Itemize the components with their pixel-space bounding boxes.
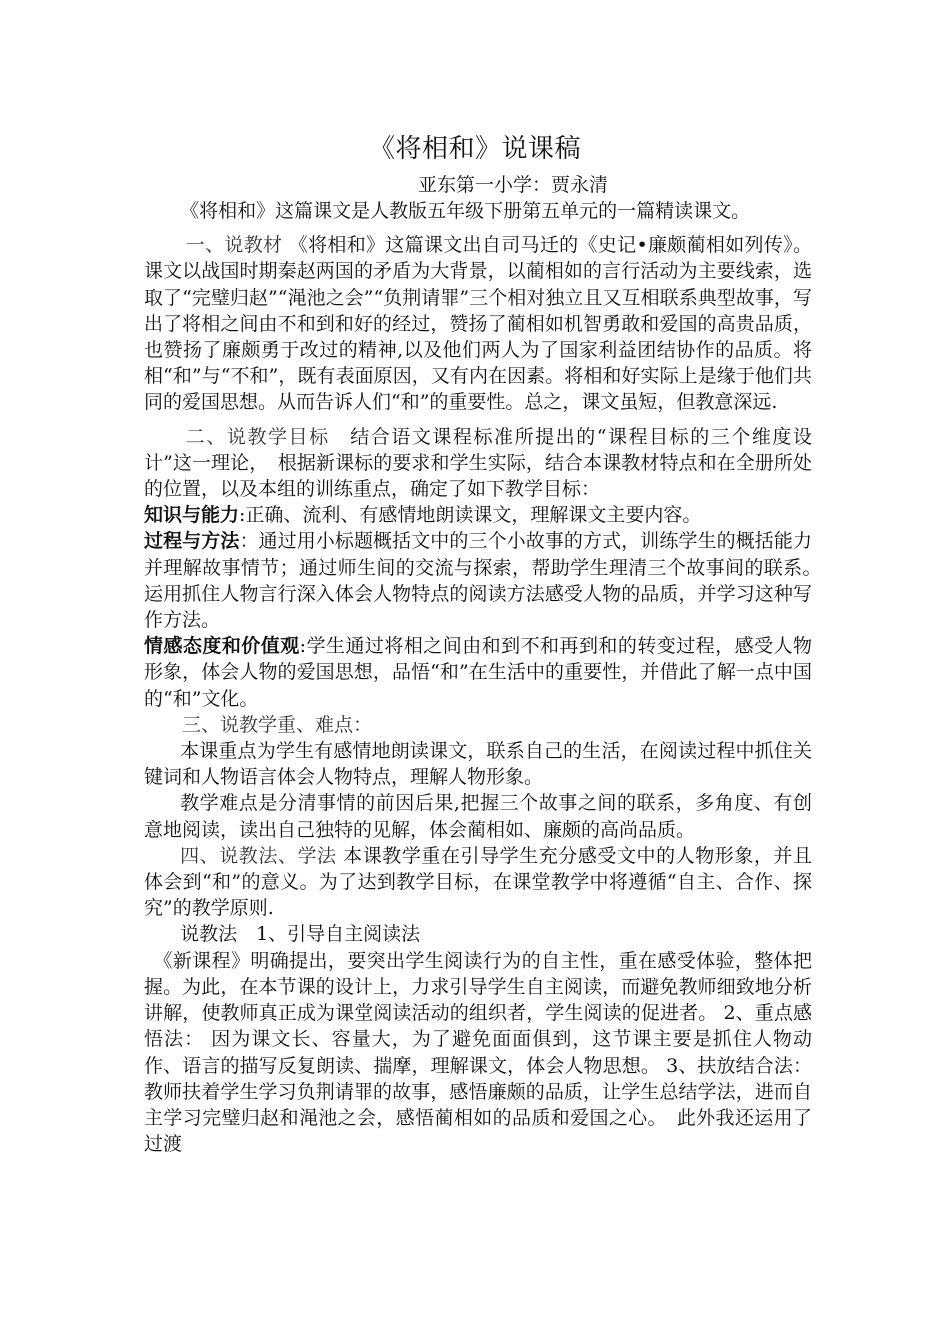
- goal-knowledge-paragraph: [144, 502, 812, 528]
- section-1-text: 《将相和》这篇课文出自司马迁的《史记•廉颇蔺相如列传》。课文以战国时期秦赵两国的矛盾为大背景，以蔺相如的言行活动为主要线索，选取了“完璧归赵”“渑池之会”“负荆请罪”三个相对独立且又互相联系典型故事，写出了将相之间由不和到和好的经过，赞扬了蔺相如机智勇敢和爱国的高贵品质，也赞扬了廉颇勇于改过的精神,以及他们两人为了国家利益团结协作的品质。将相“和”与“不和”，既有表面原因，又有内在因素。将相和好实际上是缘于他们共同的爱国思想。从而告诉人们“和”的重要性。总之，课文虽短，但教意深远.: [144, 234, 812, 414]
- section-4-text: 本课教学重在引导学生充分感受文中的人物形象，并且体会到“和”的意义。为了达到教学目标，在课堂教学中将遵循“自主、合作、探究”的教学原则.: [144, 844, 812, 920]
- section-2-paragraph: [144, 424, 812, 503]
- goal-knowledge-label: 知识与能力: [144, 504, 240, 527]
- goal-attitude-text: :学生通过将相之间由和到不和再到和的转变过程，感受人物形象，体会人物的爱国思想，品悟“和”在生活中的重要性，并借此了解一点中国的“和”文化。: [144, 635, 812, 710]
- section-2-heading: 二、说教学目标: [185, 425, 330, 448]
- intro-paragraph: 《将相和》这篇课文是人教版五年级下册第五单元的一篇精读课文。: [180, 200, 751, 222]
- section-1-paragraph: [144, 232, 812, 415]
- goal-process-paragraph: [144, 528, 851, 633]
- section-1-heading: 一、说教材: [185, 234, 283, 257]
- goal-knowledge-text: :正确、流利、有感情地朗读课文，理解课文主要内容。: [239, 504, 702, 527]
- goal-process-text: ：通过用小标题概括文中的三个小故事的方式，训练学生的概括能力并理解故事情节；通过师生间的交流与探索，帮助学生理清三个故事间的联系。 运用抓住人物言行深入体会人物特点的阅读方法感受人物的品质，并学习这种写作方法。: [144, 530, 851, 632]
- section-2-text: 结合语文课程标准所提出的“课程目标的三个维度设计”这一理论， 根据新课标的要求和学生实际，结合本课教材特点和在全册所处的位置，以及本组的训练重点，确定了如下教学目标：: [144, 425, 812, 501]
- paragraph-gap: [144, 224, 812, 232]
- paragraph-gap: [144, 416, 812, 424]
- section-3-difficulties: 教学难点是分清事情的前因后果,把握三个故事之间的联系，多角度、有创意地阅读，读出自己独特的见解，体会蔺相如、廉颇的高尚品质。: [144, 792, 812, 841]
- goal-attitude-label: 情感态度和价值观: [144, 635, 300, 658]
- section-3-key-points: 本课重点为学生有感情地朗读课文，联系自己的生活，在阅读过程中抓住关键词和人物语言体会人物特点，理解人物形象。: [144, 740, 812, 789]
- document-body: [144, 198, 851, 1157]
- section-4-heading: 四、说教法、学法: [180, 844, 337, 867]
- document-author: 亚东第一小学：贾永清: [418, 174, 609, 196]
- document-title: 《将相和》说课稿: [368, 134, 581, 164]
- section-4-subheading: 说教法 1、引导自主阅读法: [180, 923, 421, 946]
- section-3-heading: 三、说教学重、难点：: [182, 713, 373, 736]
- section-4-paragraph: [144, 843, 812, 922]
- goal-attitude-paragraph: [144, 633, 812, 712]
- goal-process-label: 过程与方法: [144, 530, 240, 553]
- section-4-methods-paragraph: 《新课程》明确提出，要突出学生阅读行为的自主性，重在感受体验，整体把握。为此，在本节课的设计上，力求引导学生自主阅读，而避免教师细致地分析讲解，使教师真正成为课堂阅读活动的组织者，学生阅读的促进者。 2、重点感悟法： 因为课文长、容量大，为了避免面面俱到，这节课主要是抓住人物动作、语言的描写反复朗读、揣摩，理解课文，体会人物思想。 3、扶放结合法： 教师扶着学生学习负荆请罪的故事，感悟廉颇的品质，让学生总结学法，进而自主学习完璧归赵和渑池之会，感悟蔺相如的品质和爱国之心。 此外我还运用了过渡: [144, 949, 812, 1156]
